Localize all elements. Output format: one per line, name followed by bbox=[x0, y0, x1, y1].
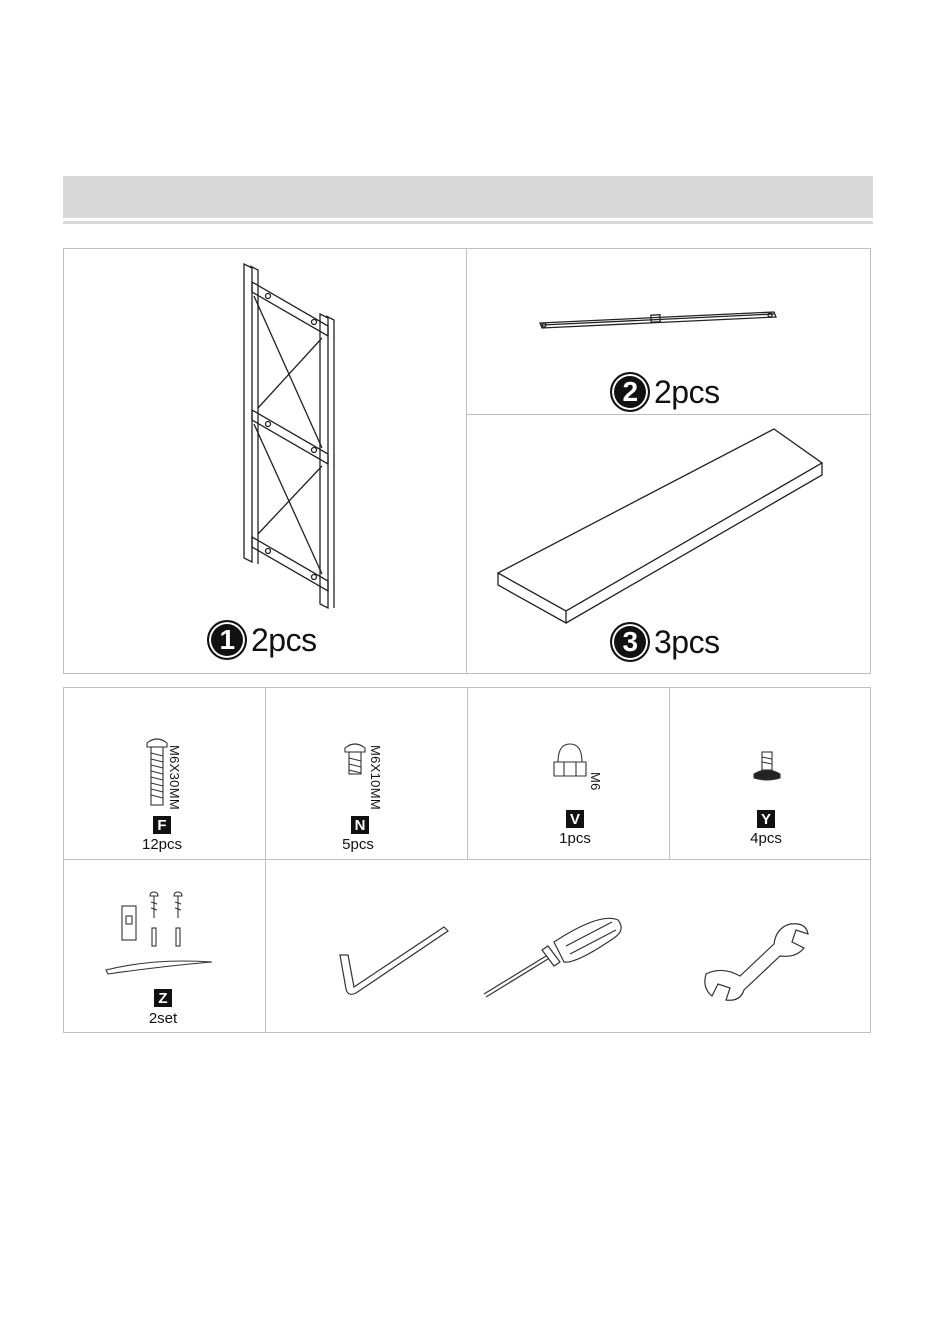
part-2-label bbox=[610, 372, 720, 412]
kit-z-qty: 2set bbox=[148, 1010, 178, 1027]
code-z-badge: Z bbox=[154, 989, 172, 1007]
bolt-f-qty: 12pcs bbox=[141, 836, 183, 853]
number-2-icon: 2 bbox=[610, 372, 650, 412]
code-n-badge: N bbox=[351, 816, 369, 834]
foot-y-qty: 4pcs bbox=[750, 830, 782, 847]
bolt-n-qty: 5pcs bbox=[342, 836, 374, 853]
cell-hardware-n bbox=[265, 687, 468, 860]
hex-key-icon bbox=[334, 925, 452, 999]
header-band bbox=[63, 176, 873, 218]
anti-tip-kit-icon bbox=[104, 888, 216, 978]
number-3-icon: 3 bbox=[610, 622, 650, 662]
screwdriver-icon bbox=[480, 910, 630, 1000]
rod-illustration bbox=[536, 310, 778, 332]
bolt-m6x30-icon bbox=[146, 737, 168, 807]
part-1-label bbox=[207, 620, 317, 660]
code-f-badge: F bbox=[153, 816, 171, 834]
number-1-icon: 1 bbox=[207, 620, 247, 660]
part-3-label bbox=[610, 622, 720, 662]
side-frame-illustration bbox=[230, 262, 350, 612]
part-2-qty: 2pcs bbox=[654, 373, 720, 410]
bolt-f-spec: M6X30MM bbox=[167, 745, 182, 810]
header-rule bbox=[63, 221, 873, 224]
cap-nut-icon bbox=[550, 742, 590, 782]
part-1-qty: 2pcs bbox=[251, 621, 317, 658]
nut-v-qty: 1pcs bbox=[559, 830, 591, 847]
bolt-n-spec: M6X10MM bbox=[368, 745, 383, 810]
leveling-foot-icon bbox=[752, 750, 782, 782]
wrench-icon bbox=[700, 922, 812, 1002]
code-y-badge: Y bbox=[757, 810, 775, 828]
shelf-board-illustration bbox=[496, 425, 826, 625]
bolt-m6x10-icon bbox=[344, 742, 366, 776]
part-3-qty: 3pcs bbox=[654, 623, 720, 660]
code-v-badge: V bbox=[566, 810, 584, 828]
nut-v-spec: M6 bbox=[588, 772, 603, 791]
